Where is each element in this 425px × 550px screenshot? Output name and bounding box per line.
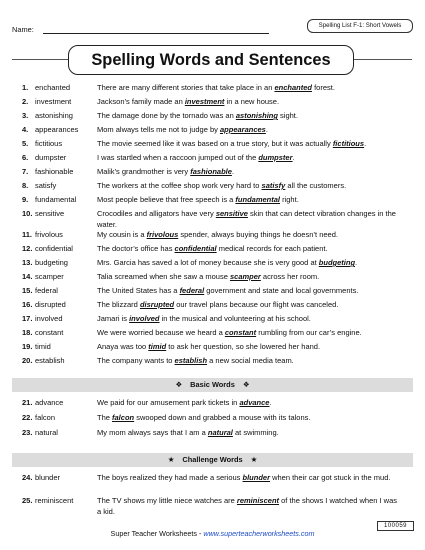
- spelling-word: involved: [35, 314, 63, 323]
- word-number: 6.: [22, 153, 29, 162]
- example-sentence: [97, 181, 403, 192]
- sentence-text: The blizzard: [97, 300, 140, 309]
- spelling-word: fictitious: [35, 139, 63, 148]
- word-number: 9.: [22, 195, 29, 204]
- sentence-text: Jackson’s family made an: [97, 97, 185, 106]
- spelling-word: scamper: [35, 272, 64, 281]
- sentence-text: I was startled when a raccoon jumped out of the: [97, 153, 259, 162]
- page-title: Spelling Words and Sentences: [68, 45, 354, 75]
- section-symbol-icon: ★: [250, 455, 258, 464]
- sentence-text: forest.: [311, 83, 335, 92]
- highlighted-word: scamper: [229, 272, 261, 281]
- example-sentence: [97, 314, 403, 325]
- word-number: 12.: [22, 244, 33, 253]
- spelling-word: frivolous: [35, 230, 63, 239]
- sentence-text: .: [265, 125, 268, 134]
- sentence-text: There are many different stories that take place in an: [97, 83, 275, 92]
- example-sentence: [97, 413, 403, 424]
- example-sentence: [97, 428, 403, 439]
- basic-words-header: [12, 378, 413, 392]
- sentence-text: a new social media team.: [207, 356, 294, 365]
- example-sentence: [97, 342, 403, 353]
- example-sentence: [97, 209, 403, 230]
- sentence-text: right.: [280, 195, 299, 204]
- sentence-text: rumbling from our car’s engine.: [256, 328, 362, 337]
- spelling-word: enchanted: [35, 83, 71, 92]
- example-sentence: [97, 139, 403, 150]
- example-sentence: [97, 496, 403, 517]
- example-sentence: [97, 244, 403, 255]
- highlighted-word: budgeting: [318, 258, 356, 267]
- sentence-text: The boys realized they had made a serious: [97, 473, 243, 482]
- sentence-text: Jamari is: [97, 314, 130, 323]
- highlighted-word: appearances: [219, 125, 266, 134]
- example-sentence: [97, 83, 403, 94]
- word-number: 1.: [22, 83, 29, 92]
- spelling-word: disrupted: [35, 300, 66, 309]
- example-sentence: [97, 230, 403, 241]
- sentence-text: in a new house.: [224, 97, 280, 106]
- sentence-text: in the musical and volunteering at his school.: [159, 314, 311, 323]
- sentence-text: across her room.: [260, 272, 320, 281]
- sentence-text: We were worried because we heard a: [97, 328, 225, 337]
- example-sentence: [97, 473, 403, 484]
- word-number: 19.: [22, 342, 33, 351]
- word-number: 17.: [22, 314, 33, 323]
- word-number: 23.: [22, 428, 33, 437]
- highlighted-word: satisfy: [261, 181, 286, 190]
- example-sentence: [97, 258, 403, 269]
- spelling-word: budgeting: [35, 258, 68, 267]
- word-number: 16.: [22, 300, 33, 309]
- word-number: 3.: [22, 111, 29, 120]
- word-number: 2.: [22, 97, 29, 106]
- sentence-text: The movie seemed like it was based on a true story, but it was actually: [97, 139, 333, 148]
- word-number: 11.: [22, 230, 33, 239]
- word-number: 7.: [22, 167, 29, 176]
- sentence-text: our travel plans because our flight was canceled.: [174, 300, 339, 309]
- highlighted-word: establish: [174, 356, 208, 365]
- highlighted-word: blunder: [242, 473, 270, 482]
- spelling-word: satisfy: [35, 181, 57, 190]
- highlighted-word: sensitive: [215, 209, 248, 218]
- sentence-text: skin that can detect vibration changes in the water.: [97, 209, 396, 229]
- highlighted-word: advance: [239, 398, 270, 407]
- highlighted-word: confidential: [174, 244, 217, 253]
- word-number: 20.: [22, 356, 33, 365]
- example-sentence: [97, 398, 403, 409]
- sentence-text: .: [355, 258, 358, 267]
- spelling-word: investment: [35, 97, 72, 106]
- section-symbol-icon: ❖: [242, 380, 250, 389]
- sentence-text: Mom always tells me not to judge by: [97, 125, 220, 134]
- sentence-text: swooped down and grabbed a mouse with its talons.: [134, 413, 311, 422]
- footer: [0, 529, 425, 538]
- sentence-text: Most people believe that free speech is a: [97, 195, 236, 204]
- sentence-text: at swimming.: [232, 428, 279, 437]
- spelling-word: advance: [35, 398, 64, 407]
- sentence-text: The doctor’s office has: [97, 244, 175, 253]
- spelling-word: fundamental: [35, 195, 77, 204]
- highlighted-word: involved: [129, 314, 160, 323]
- word-number: 14.: [22, 272, 33, 281]
- spelling-word: establish: [35, 356, 65, 365]
- highlighted-word: natural: [207, 428, 233, 437]
- word-number: 10.: [22, 209, 33, 218]
- example-sentence: [97, 300, 403, 311]
- word-number: 24.: [22, 473, 33, 482]
- highlighted-word: fictitious: [332, 139, 365, 148]
- highlighted-word: fundamental: [235, 195, 281, 204]
- spelling-word: appearances: [35, 125, 79, 134]
- section-label: Challenge Words: [182, 455, 243, 464]
- sentence-text: My mom always says that I am a: [97, 428, 208, 437]
- highlighted-word: reminiscent: [236, 496, 280, 505]
- word-number: 8.: [22, 181, 29, 190]
- name-line: [43, 33, 269, 34]
- word-number: 22.: [22, 413, 33, 422]
- highlighted-word: falcon: [112, 413, 135, 422]
- spelling-word: astonishing: [35, 111, 73, 120]
- highlighted-word: timid: [148, 342, 167, 351]
- example-sentence: [97, 97, 403, 108]
- word-number: 15.: [22, 286, 33, 295]
- spelling-word: falcon: [35, 413, 56, 422]
- footer-url[interactable]: www.superteacherworksheets.com: [203, 529, 315, 538]
- sentence-text: .: [269, 398, 272, 407]
- worksheet-code: 100059: [377, 521, 414, 531]
- sentence-text: The damage done by the tornado was an: [97, 111, 236, 120]
- sentence-text: Mrs. Garcia has saved a lot of money because she is very good at: [97, 258, 319, 267]
- highlighted-word: astonishing: [235, 111, 278, 120]
- sentence-text: government and state and local governments.: [204, 286, 359, 295]
- example-sentence: [97, 111, 403, 122]
- footer-brand: Super Teacher Worksheets -: [110, 529, 204, 538]
- word-number: 13.: [22, 258, 33, 267]
- sentence-text: .: [292, 153, 295, 162]
- sentence-text: all the customers.: [285, 181, 347, 190]
- spelling-word: federal: [35, 286, 58, 295]
- sentence-text: The United States has a: [97, 286, 180, 295]
- spelling-list-badge: Spelling List F-1: Short Vowels: [307, 19, 413, 33]
- spelling-word: reminiscent: [35, 496, 74, 505]
- sentence-text: We paid for our amusement park tickets in: [97, 398, 240, 407]
- section-symbol-icon: ❖: [175, 380, 183, 389]
- spelling-word: blunder: [35, 473, 61, 482]
- spelling-word: confidential: [35, 244, 73, 253]
- sentence-text: .: [231, 167, 235, 176]
- section-symbol-icon: ★: [167, 455, 175, 464]
- spelling-word: fashionable: [35, 167, 74, 176]
- sentence-text: The: [97, 413, 113, 422]
- example-sentence: [97, 195, 403, 206]
- spelling-word: timid: [35, 342, 51, 351]
- word-number: 25.: [22, 496, 33, 505]
- word-number: 18.: [22, 328, 33, 337]
- highlighted-word: federal: [179, 286, 205, 295]
- example-sentence: [97, 167, 403, 178]
- sentence-text: sight.: [277, 111, 298, 120]
- section-label: Basic Words: [190, 380, 235, 389]
- sentence-text: My cousin is a: [97, 230, 147, 239]
- sentence-text: Crocodiles and alligators have very: [97, 209, 216, 218]
- highlighted-word: fashionable: [190, 167, 232, 176]
- highlighted-word: disrupted: [139, 300, 175, 309]
- example-sentence: [97, 328, 403, 339]
- spelling-word: constant: [35, 328, 64, 337]
- sentence-text: .: [364, 139, 367, 148]
- highlighted-word: dumpster: [258, 153, 293, 162]
- name-label: Name:: [12, 25, 34, 34]
- spelling-word: dumpster: [35, 153, 67, 162]
- word-number: 4.: [22, 125, 29, 134]
- sentence-text: The workers at the coffee shop work very hard to: [97, 181, 262, 190]
- example-sentence: [97, 125, 403, 136]
- word-number: 21.: [22, 398, 33, 407]
- sentence-text: The TV shows my little niece watches are: [97, 496, 237, 505]
- example-sentence: [97, 286, 403, 297]
- challenge-words-header: [12, 453, 413, 467]
- word-number: 5.: [22, 139, 29, 148]
- sentence-text: spender, always buying things he doesn’t need.: [178, 230, 338, 239]
- sentence-text: when their car got stuck in the mud.: [270, 473, 391, 482]
- sentence-text: The company wants to: [97, 356, 175, 365]
- highlighted-word: investment: [184, 97, 225, 106]
- highlighted-word: frivolous: [146, 230, 179, 239]
- example-sentence: [97, 272, 403, 283]
- sentence-text: Anaya was too: [97, 342, 149, 351]
- sentence-text: of the shows I watched when I was a kid.: [97, 496, 398, 516]
- example-sentence: [97, 356, 403, 367]
- sentence-text: Talia screamed when she saw a mouse: [97, 272, 230, 281]
- highlighted-word: enchanted: [274, 83, 312, 92]
- highlighted-word: constant: [224, 328, 257, 337]
- sentence-text: medical records for each patient.: [216, 244, 328, 253]
- spelling-word: sensitive: [35, 209, 65, 218]
- example-sentence: [97, 153, 403, 164]
- sentence-text: to ask her question, so she lowered her hand.: [166, 342, 321, 351]
- sentence-text: Malik’s grandmother is very: [97, 167, 191, 176]
- spelling-word: natural: [35, 428, 58, 437]
